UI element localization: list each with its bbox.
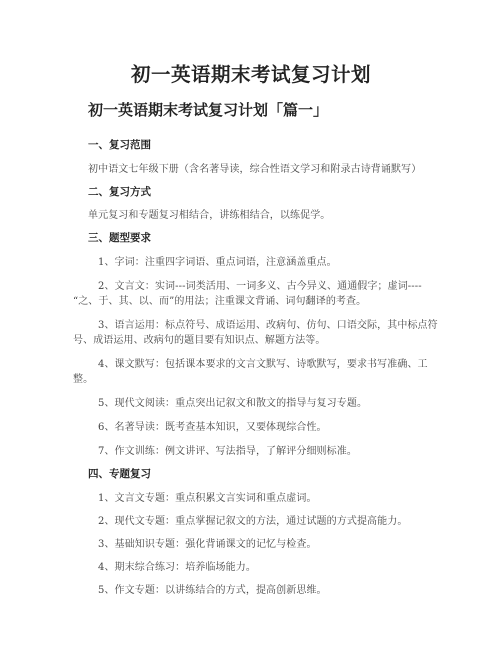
- list-item-continuation: 整。: [73, 374, 94, 385]
- document-title: 初一英语期末考试复习计划: [130, 63, 371, 86]
- section-heading-topic-review: 四、专题复习: [88, 468, 151, 480]
- list-item: 3、基础知识专题：强化背诵课文的记忆与检查。: [98, 539, 317, 550]
- list-item: 5、现代文阅读：重点突出记叙文和散文的指导与复习专题。: [98, 398, 368, 409]
- list-item-continuation: “之、于、其、以、而”的用法；注重课文背诵、词句翻译的考查。: [73, 296, 367, 307]
- section-heading-question-types: 三、题型要求: [88, 232, 151, 244]
- list-item: 1、文言文专题：重点积累文言实词和重点虚词。: [98, 493, 317, 504]
- document-subtitle: 初一英语期末考试复习计划「篇一」: [88, 101, 329, 119]
- list-item: 4、期末综合练习：培养临场能力。: [98, 562, 256, 573]
- list-item: 3、语言运用：标点符号、成语运用、改病句、仿句、口语交际，其中标点符: [98, 320, 438, 331]
- list-item: 6、名著导读：既考查基本知识，又要体现综合性。: [98, 422, 327, 433]
- section-heading-scope: 一、复习范围: [88, 139, 151, 151]
- scope-paragraph: 初中语文七年级下册（含名著导读，综合性语文学习和附录古诗背诵默写）: [88, 164, 422, 175]
- list-item: 5、作文专题：以讲练结合的方式，提高创新思维。: [98, 585, 327, 596]
- section-heading-method: 二、复习方式: [88, 186, 151, 198]
- list-item: 2、文言文：实词---词类活用、一词多义、古今异义、通通假字；虚词----: [98, 281, 422, 292]
- method-paragraph: 单元复习和专题复习相结合，讲练相结合，以练促学。: [88, 210, 331, 221]
- list-item: 7、作文训练：例文讲评、写法指导，了解评分细则标准。: [98, 446, 357, 457]
- list-item: 4、课文默写：包括课本要求的文言文默写、诗歌默写，要求书写准确、工: [98, 359, 428, 370]
- list-item: 2、现代文专题：重点掌握记叙文的方法，通过试题的方式提高能力。: [98, 516, 408, 527]
- list-item: 1、字词：注重四字词语、重点词语，注意涵盖重点。: [98, 257, 337, 268]
- list-item-continuation: 号、成语运用、改病句的题目要有知识点、解题方法等。: [73, 335, 326, 346]
